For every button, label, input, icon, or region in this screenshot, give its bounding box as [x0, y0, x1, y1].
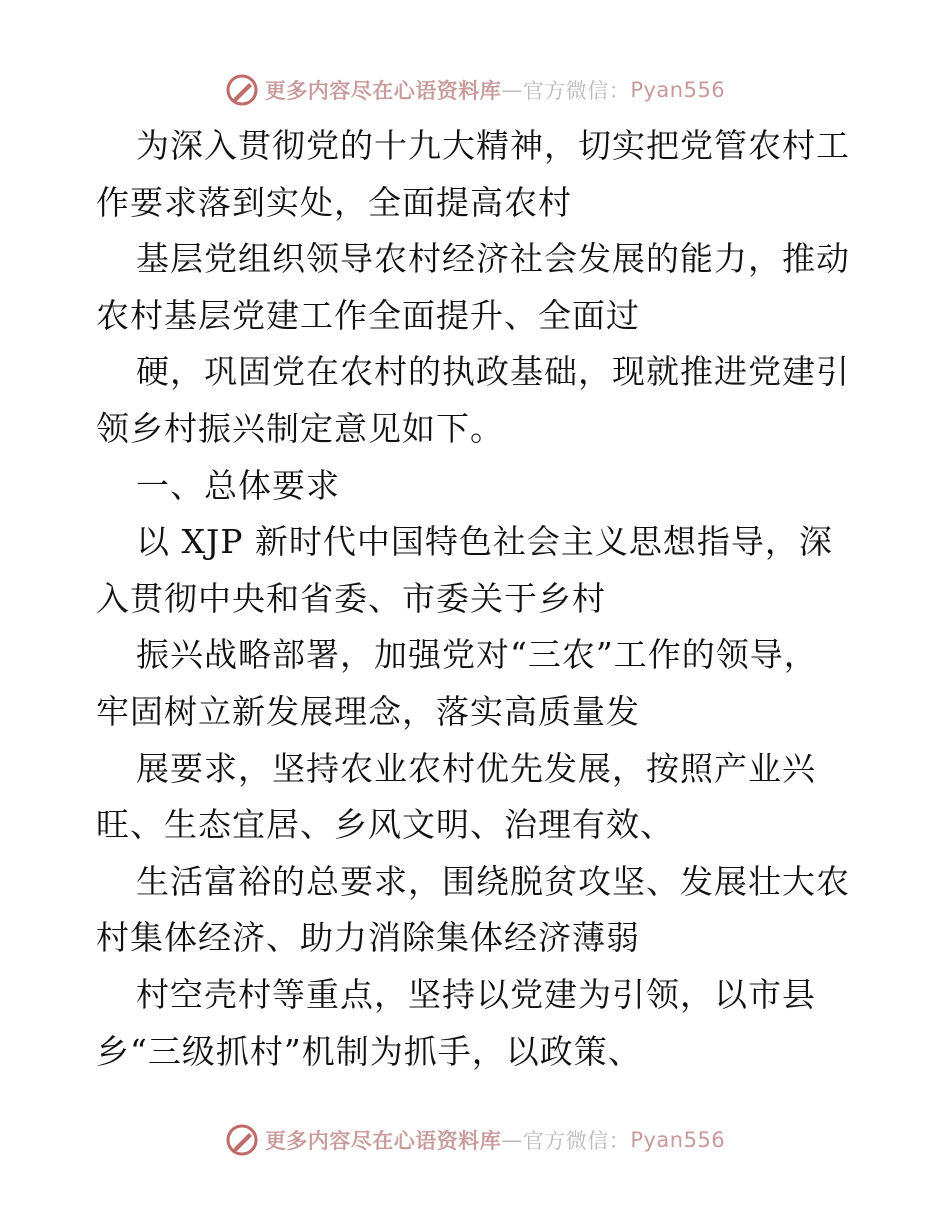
- text-line: 振兴战略部署，加强党对“三农”工作的领导，: [136, 635, 818, 675]
- text-line: 村空壳村等重点，坚持以党建为引领，以市县: [136, 974, 816, 1014]
- text-line: 一、总体要求: [136, 465, 340, 505]
- pen-logo-icon: [225, 73, 259, 107]
- text-line: 牢固树立新发展理念，落实高质量发: [96, 691, 640, 731]
- watermark-sub-text: 官方微信：: [522, 1129, 631, 1153]
- text-line: 入贯彻中央和省委、市委关于乡村: [96, 578, 606, 618]
- watermark-id-text: Pyan556: [630, 1128, 726, 1152]
- pen-logo-icon: [225, 1123, 259, 1157]
- text-line: 硬，巩固党在农村的执政基础，现就推进党建引: [136, 352, 850, 392]
- text-line: 基层党组织领导农村经济社会发展的能力，推动: [136, 239, 850, 279]
- text-line: 以 XJP 新时代中国特色社会主义思想指导，深: [136, 522, 833, 562]
- document-body: [96, 118, 866, 1080]
- watermark-sub-text: 官方微信：: [522, 79, 631, 103]
- watermark-id-text: Pyan556: [630, 78, 726, 102]
- text-line: 农村基层党建工作全面提升、全面过: [96, 295, 640, 335]
- watermark-main-text: 更多内容尽在心语资料库: [264, 1129, 502, 1153]
- watermark-main-text: 更多内容尽在心语资料库: [264, 79, 502, 103]
- text-line: 乡“三级抓村”机制为抓手，以政策、: [96, 1031, 642, 1071]
- text-line: 为深入贯彻党的十九大精神，切实把党管农村工: [136, 126, 850, 165]
- text-line: 领乡村振兴制定意见如下。: [96, 408, 504, 448]
- text-line: 生活富裕的总要求，围绕脱贫攻坚、发展壮大农: [136, 861, 850, 901]
- text-line: 作要求落到实处，全面提高农村: [96, 182, 572, 222]
- watermark-dash: —: [501, 78, 523, 102]
- watermark-dash: —: [501, 1128, 523, 1152]
- text-line: 旺、生态宜居、乡风文明、治理有效、: [96, 805, 674, 845]
- text-line: 展要求，坚持农业农村优先发展，按照产业兴: [136, 748, 816, 788]
- header-watermark: [0, 70, 950, 110]
- footer-watermark: [0, 1120, 950, 1160]
- text-line: 村集体经济、助力消除集体经济薄弱: [96, 918, 640, 958]
